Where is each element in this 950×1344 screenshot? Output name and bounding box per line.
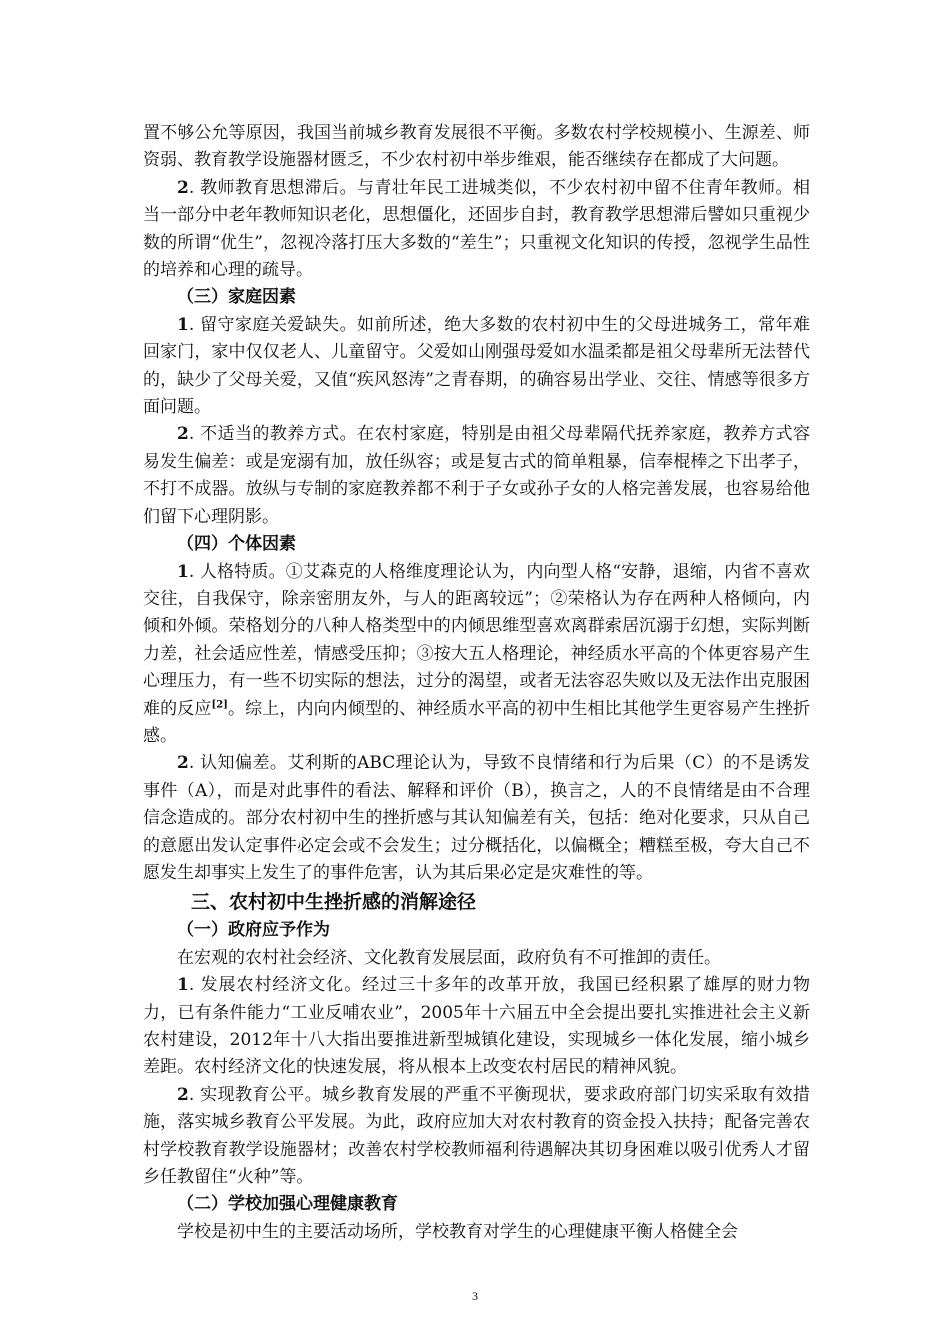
paragraph-teacher-thinking [143, 175, 810, 285]
paragraph-text: . 教师教育思想滞后。与青壮年民工进城类似，不少农村初中留不住青年教师。相当一部分中老年教师知识老化，思想僵化，还固步自封，教育教学思想滞后譬如只重视少数的所谓“优生”，忽视冷落打压大多数的“差生”；只重视文化知识的传授，忽视学生品性的培养和心理的疏导。 [143, 177, 810, 281]
subheading-school: （二）学校加强心理健康教育 [177, 1194, 398, 1215]
item-number: 2 [177, 753, 189, 774]
paragraph-text: 。综上，内向内倾型的、神经质水平高的初中生相比其他学生更容易产生挫折感。 [143, 698, 811, 746]
paragraph-parenting [143, 421, 810, 531]
paragraph-personality [143, 559, 810, 751]
item-number: 1 [177, 561, 189, 582]
page-number: 3 [472, 1289, 478, 1303]
item-number: 2 [177, 177, 189, 198]
item-number: 1 [177, 975, 189, 996]
subheading-family-factors: （三）家庭因素 [177, 287, 296, 308]
paragraph-text: . 发展农村经济文化。经过三十多年的改革开放，我国已经积累了雄厚的财力物力，已有条件能力“工业反哺农业”，2005年十六届五中全会提出要扎实推进社会主义新农村建设，2012年十八大指出要推进新型城镇化建设，实现城乡一体化发展，缩小城乡差距。农村经济文化的快速发展，将从根本上改变农村居民的精神风貌。 [143, 975, 810, 1078]
subheading-government: （一）政府应予作为 [177, 920, 330, 941]
paragraph-text: . 不适当的教养方式。在农村家庭，特别是由祖父母辈隔代抚养家庭，教养方式容易发生偏差：或是宠溺有加，放任纵容；或是复古式的简单粗暴，信奉棍棒之下出孝子，不打不成器。放纵与专制的家庭教养都不利于子女或孙子女的人格完善发展，也容易给他们留下心理阴影。 [143, 424, 810, 527]
paragraph-text: . 实现教育公平。城乡教育发展的严重不平衡现状，要求政府部门切实采取有效措施，落实城乡教育公平发展。为此，政府应加大对农村教育的资金投入扶持；配备完善农村学校教育教学设施器材；改善农村学校教师福利待遇解决其切身困难以吸引优秀人才留乡任教留住“火种”等。 [143, 1084, 810, 1188]
item-number: 1 [177, 314, 189, 335]
paragraph-school: 学校是初中生的主要活动场所，学校教育对学生的心理健康平衡人格健全会 [177, 1221, 738, 1242]
subheading-individual-factors: （四）个体因素 [177, 534, 296, 555]
paragraph-text: . 人格特质。①艾森克的人格维度理论认为，内向型人格“安静，退缩，内省不喜欢交往，自我保守，除亲密朋友外，与人的距离较远”；②荣格认为存在两种人格倾向，内倾和外倾。荣格划分的八种人格类型中的内倾思维型喜欢离群索居沉溺于幻想，实际判断力差，社会适应性差，情感受压抑；③按大五人格理论，神经质水平高的个体更容易产生心理压力，有一些不切实际的想法，过分的渴望，或者无法容忍失败以及无法作出克服困难的反应 [143, 561, 810, 719]
item-number: 2 [177, 424, 189, 445]
section-heading-3: 三、农村初中生挫折感的消解途径 [191, 891, 477, 914]
paragraph-left-behind [143, 312, 810, 422]
paragraph-text: . 认知偏差。艾利斯的ABC理论认为，导致不良情绪和行为后果（C）的不是诱发事件（A），而是对此事件的看法、解释和评价（B），换言之，人的不良情绪是由不合理信念造成的。部分农村初中生的挫折感与其认知偏差有关，包括：绝对化要求，只从自己的意愿出发认定事件必定会或不会发生；过分概括化，以偏概全；糟糕至极，夸大自己不愿发生却事实上发生了的事件危害，认为其后果必定是灾难性的等。 [143, 753, 810, 883]
document-body [143, 120, 810, 1246]
paragraph-cognitive-bias [143, 750, 810, 887]
citation-ref: [2] [211, 698, 228, 710]
item-number: 2 [177, 1084, 189, 1105]
paragraph-continued: 置不够公允等原因，我国当前城乡教育发展很不平衡。多数农村学校规模小、生源差、师资弱、教育教学设施器材匮乏，不少农村初中举步维艰，能否继续存在都成了大问题。 [143, 123, 810, 171]
paragraph-gov-responsibility: 在宏观的农村社会经济、文化教育发展层面，政府负有不可推卸的责任。 [177, 947, 721, 968]
paragraph-economy [143, 972, 810, 1082]
paragraph-education-equity [143, 1082, 810, 1192]
paragraph-text: . 留守家庭关爱缺失。如前所述，绝大多数的农村初中生的父母进城务工，常年难回家门，家中仅仅老人、儿童留守。父爱如山刚强母爱如水温柔都是祖父母辈所无法替代的，缺少了父母关爱，又值“疾风怒涛”之青春期，的确容易出学业、交往、情感等很多方面问题。 [143, 314, 810, 418]
